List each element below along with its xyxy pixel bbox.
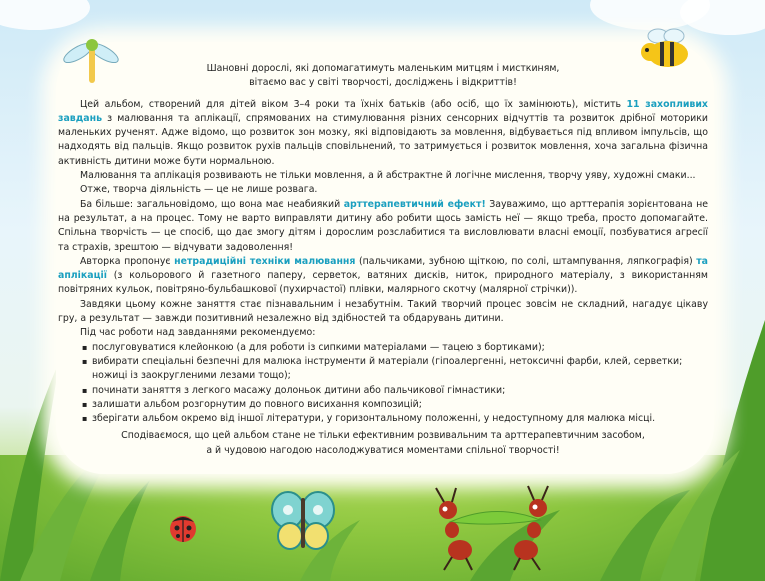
list-item: ▪ послуговуватися клейонкою (а для роботи із сипкими матеріалами — тацею з бортиками); xyxy=(92,341,708,355)
paragraph: Авторка пропонує нетрадиційні техніки малювання (пальчиками, зубною щіткою, по солі, штампування, ляпкографія) та аплікації (з кольорового й газетного паперу, серветок, ватяних дисків, ниток, природного матеріалу, з використанням повітряних кульок, повітряно-бульбашкової (пухирчастої) плівки, малярного скотчу (малярної стрічки)). xyxy=(58,255,708,296)
highlight: нетрадиційні техніки малювання xyxy=(174,255,356,267)
butterfly-icon xyxy=(268,488,338,558)
list-item: ▪ вибирати спеціальні безпечні для малюка інструменти й матеріали (гіпоалергенні, нетоксичні фарби, клей, серветки; ножиці із заокругленими лезами тощо); xyxy=(92,355,708,384)
paragraph: Цей альбом, створений для дітей віком 3–4 роки та їхніх батьків (або осіб, що їх замінюють), містить 11 захопливих завдань з малювання та аплікації, спрямованих на стимулювання різних сенсорних відчуттів та розвиток дрібної моторики маленьких рученят. Адже відомо, що розвиток зон мозку, які відповідають за мовлення, відбувається під впливом імпульсів, що надходять від пальців. Якщо розвиток рухів пальців сповільнений, то затримується і розвиток мовлення, хоча загальна фізична активність дитини може бути нормальною. xyxy=(58,98,708,167)
recommendations-list xyxy=(58,341,708,427)
ladybug-icon xyxy=(166,510,200,544)
highlight: та аплікації xyxy=(58,255,708,282)
list-item: ▪ залишати альбом розгорнутим до повного висихання композицій; xyxy=(92,398,708,412)
paragraph: Під час роботи над завданнями рекомендуємо: xyxy=(80,327,316,339)
paragraph: Малювання та аплікація розвивають не тільки мовлення, а й абстрактне й логічне мислення, творчу уяву, художні смаки... xyxy=(80,170,696,182)
closing-text: Сподіваємося, що цей альбом стане не тільки ефективним розвивальним та арттерапевтичним засобом, а й чудовою нагодою насолоджуватися моментами спільної творчості! xyxy=(121,430,645,456)
title-line: Шановні дорослі, які допомагатимуть маленьким митцям і мисткиням, xyxy=(206,63,560,74)
page-title xyxy=(58,62,708,91)
paragraph: Отже, творча діяльність — це не лише розвага. xyxy=(80,184,318,196)
list-item: ▪ зберігати альбом окремо від іншої літератури, у горизонтальному положенні, у недоступному для малюка місці. xyxy=(92,412,708,426)
title-line: вітаємо вас у світі творчості, досліджень і відкриттів! xyxy=(249,77,517,89)
paragraph: Завдяки цьому кожне заняття стає пізнавальним і незабутнім. Такий творчий процес зовсім не складний, нагадує цікаву гру, а результат — завжди позитивний незалежно від здібностей та обдарувань дитини. xyxy=(58,298,708,325)
intro-text xyxy=(58,62,708,458)
highlight: арттерапевтичний ефект! xyxy=(343,198,486,210)
ant-icon xyxy=(430,482,560,572)
highlight: 11 захопливих завдань xyxy=(58,98,708,124)
paragraph: Ба більше: загальновідомо, що вона має неабиякий арттерапевтичний ефект! Зауважимо, що арттерапія зорієнтована не на результат, а на процес. Тому не варто виправляти дитину або робити щось замість неї — якщо треба, просто допомагайте. Спільна творчість — це спосіб, що дає змогу дітям і дорослим розслабитися та висловлювати власні емоції, позбуватися агресії та страхів, зрештою — відчувати задоволення! xyxy=(58,198,708,253)
list-item: ▪ починати заняття з легкого масажу долоньок дитини або пальчикової гімнастики; xyxy=(92,384,708,398)
